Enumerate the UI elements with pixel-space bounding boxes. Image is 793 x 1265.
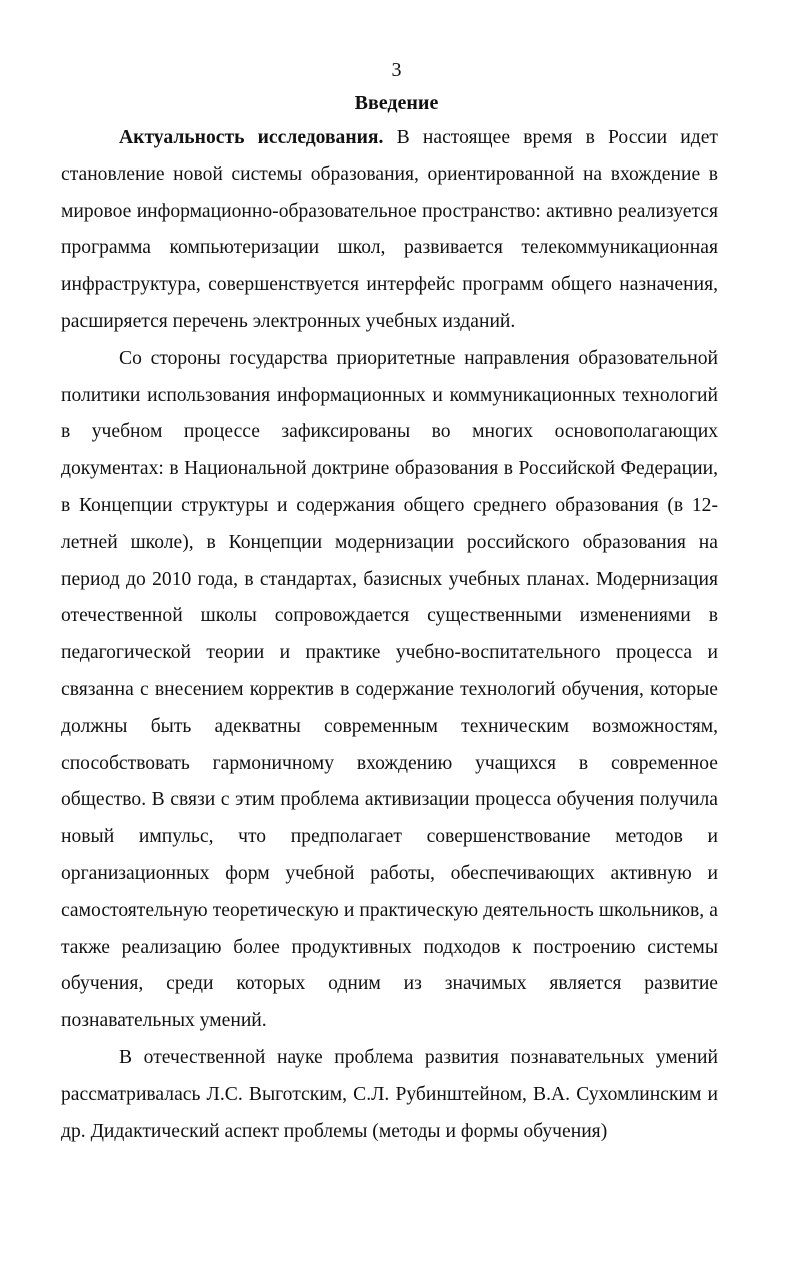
page-number: 3 [391,59,402,81]
paragraph-text: В настоящее время в России идет становление новой системы образования, ориентированной на вхождение в мировое информационно-образовательное пространство: активно реализуется программа компьютеризации школ, развивается телекоммуникационная инфраструктура, совершенствуется интерфейс программ общего назначения, расширяется перечень электронных учебных изданий. [61,127,718,332]
paragraph-state-policy: Со стороны государства приоритетные направления образовательной политики использования информационных и коммуникационных технологий в учебном процессе зафиксированы во многих основополагающих документах: в Национальной доктрине образования в Российской Федерации, в Концепции структуры и содержания общего среднего образования (в 12-летней школе), в Концепции модернизации российского образования на период до 2010 года, в стандартах, базисных учебных планах. Модернизация отечественной школы сопровождается существенными изменениями в педагогической теории и практике учебно-воспитательного процесса и связанна с внесением корректив в содержание технологий обучения, которые должны быть адекватны современным техническим возможностям, способствовать гармоничному вхождению учащихся в современное общество. В связи с этим проблема активизации процесса обучения получила новый импульс, что предполагает совершенствование методов и организационных форм учебной работы, обеспечивающих активную и самостоятельную теоретическую и практическую деятельность школьников, а также реализацию более продуктивных подходов к построению системы обучения, среди которых одним из значимых является развитие познавательных умений. [61,347,718,1032]
body-text [61,120,718,1150]
paragraph-domestic-science: В отечественной науке проблема развития познавательных умений рассматривалась Л.С. Выготским, С.Л. Рубинштейном, В.А. Сухомлинским и др. Дидактический аспект проблемы (методы и формы обучения) [61,1046,718,1142]
paragraph-relevance [61,120,718,341]
section-title: Введение [354,92,439,114]
paragraph-lead: Актуальность исследования. [119,127,384,148]
